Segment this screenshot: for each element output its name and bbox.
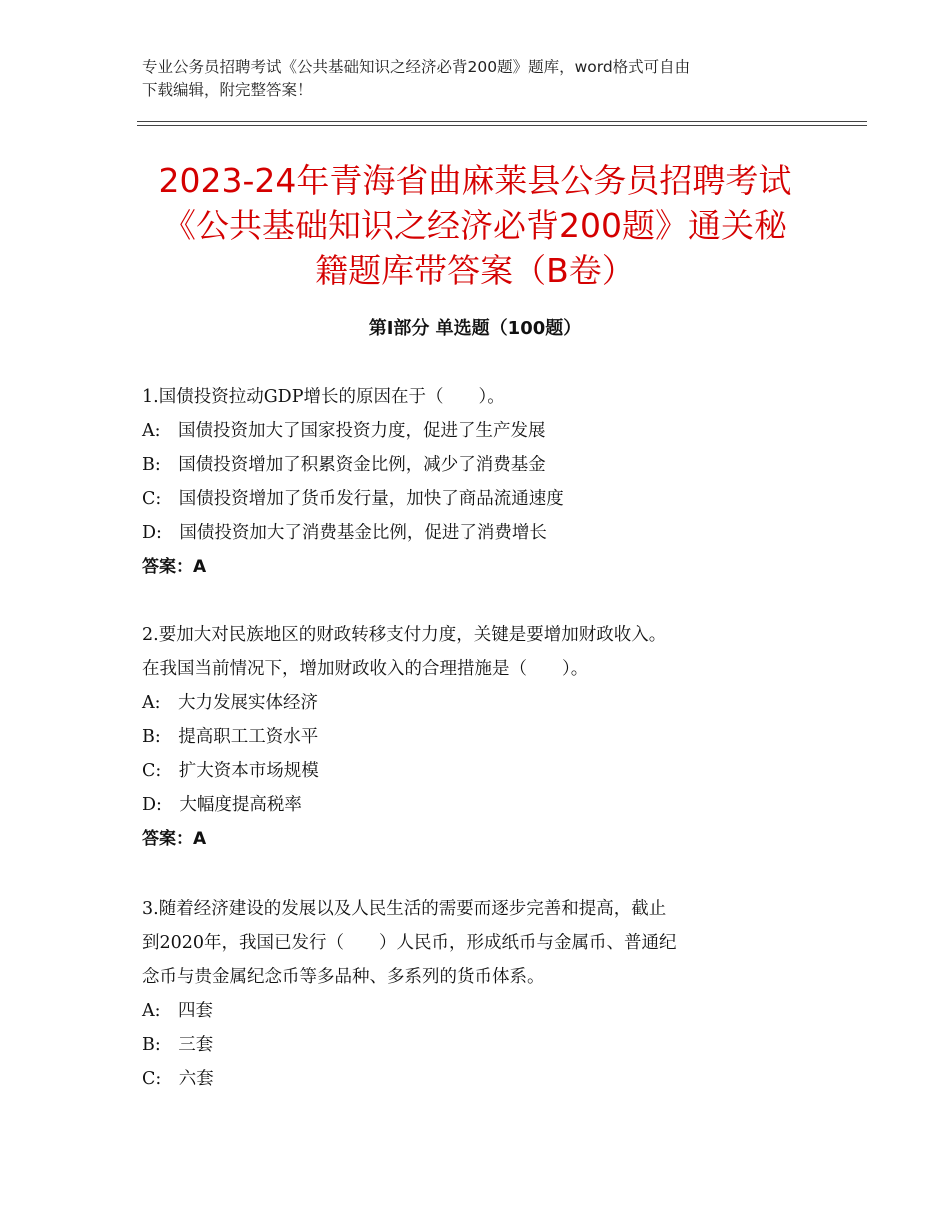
question-stem: 2.要加大对民族地区的财政转移支付力度，关键是要增加财政收入。 bbox=[142, 625, 667, 645]
question-3 bbox=[142, 892, 822, 1096]
title-line: 籍题库带答案（B卷） bbox=[315, 251, 635, 290]
header-note-line: 下载编辑，附完整答案！ bbox=[142, 81, 313, 99]
question-stem: 在我国当前情况下，增加财政收入的合理措施是（ ）。 bbox=[142, 659, 589, 679]
option-c: C: 国债投资增加了货币发行量，加快了商品流通速度 bbox=[142, 489, 564, 509]
option-d: D: 国债投资加大了消费基金比例，促进了消费增长 bbox=[142, 523, 547, 543]
option-b: B: 三套 bbox=[142, 1035, 214, 1055]
question-stem: 念币与贵金属纪念币等多品种、多系列的货币体系。 bbox=[142, 967, 545, 987]
option-d: D: 大幅度提高税率 bbox=[142, 795, 302, 815]
header-divider bbox=[137, 125, 867, 126]
question-2 bbox=[142, 618, 822, 856]
option-b: B: 提高职工工资水平 bbox=[142, 727, 319, 747]
answer: 答案：A bbox=[142, 557, 207, 577]
header-note bbox=[142, 56, 822, 102]
option-a: A: 四套 bbox=[142, 1001, 214, 1021]
option-c: C: 六套 bbox=[142, 1069, 214, 1089]
question-stem: 到2020年，我国已发行（ ）人民币，形成纸币与金属币、普通纪 bbox=[142, 933, 677, 953]
header-note-line: 专业公务员招聘考试《公共基础知识之经济必背200题》题库，word格式可自由 bbox=[142, 58, 691, 76]
option-b: B: 国债投资增加了积累资金比例，减少了消费基金 bbox=[142, 455, 546, 475]
section-heading: 第Ⅰ部分 单选题（100题） bbox=[368, 318, 582, 339]
document-title bbox=[100, 158, 850, 293]
header-divider bbox=[137, 121, 867, 122]
question-1 bbox=[142, 380, 822, 584]
answer: 答案：A bbox=[142, 829, 207, 849]
question-stem: 3.随着经济建设的发展以及人民生活的需要而逐步完善和提高，截止 bbox=[142, 899, 667, 919]
question-stem: 1.国债投资拉动GDP增长的原因在于（ ）。 bbox=[142, 387, 505, 407]
title-line: 2023-24年青海省曲麻莱县公务员招聘考试 bbox=[158, 161, 792, 200]
option-c: C: 扩大资本市场规模 bbox=[142, 761, 319, 781]
title-line: 《公共基础知识之经济必背200题》通关秘 bbox=[163, 206, 787, 245]
option-a: A: 大力发展实体经济 bbox=[142, 693, 319, 713]
option-a: A: 国债投资加大了国家投资力度，促进了生产发展 bbox=[142, 421, 546, 441]
